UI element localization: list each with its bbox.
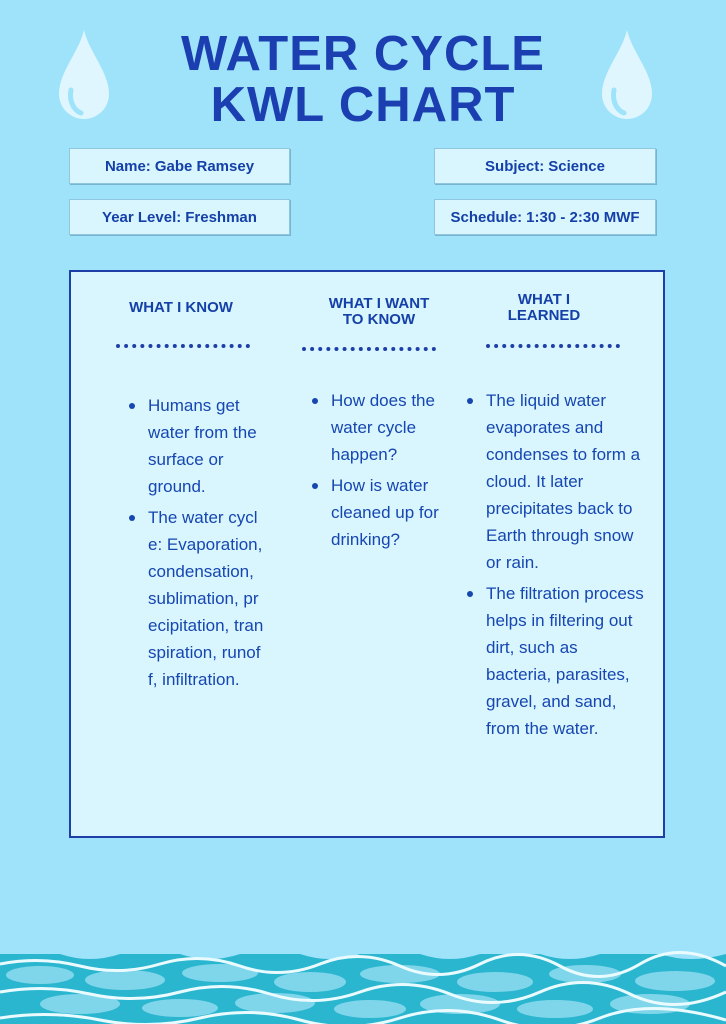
know-heading-text: WHAT I KNOW (129, 299, 233, 316)
waves-icon (0, 940, 726, 1024)
list-item: How is water cleaned up for drinking? (309, 472, 444, 553)
want-divider (302, 347, 436, 351)
know-heading (101, 300, 261, 316)
want-heading-line-2: TO KNOW (342, 311, 416, 328)
want-heading (299, 296, 459, 328)
know-list (126, 392, 266, 697)
list-item: The liquid water evaporates and condenses to form a cloud. It later precipitates back to Earth through snow or rain. (464, 387, 644, 576)
learned-divider (486, 344, 620, 348)
list-item: The water cycle: Evaporation, condensation, sublimation, precipitation, transpiration, runoff, infiltration. (126, 504, 266, 693)
year-level-label: Year Level: (102, 208, 182, 226)
schedule-label: Schedule: (450, 208, 523, 226)
water-drop-icon (600, 28, 654, 122)
subject-label: Subject: (485, 157, 545, 175)
learned-heading-line-1: WHAT I (517, 291, 571, 308)
title-line-2: KWL CHART (210, 78, 516, 132)
water-drop-icon (57, 28, 111, 122)
want-list (309, 387, 444, 557)
name-label: Name: (104, 157, 151, 175)
kwl-chart-panel (69, 270, 665, 838)
learned-list (464, 387, 644, 746)
want-heading-line-1: WHAT I WANT (328, 295, 430, 312)
learned-heading-line-2: LEARNED (507, 307, 581, 324)
name-value: Gabe Ramsey (154, 157, 255, 175)
subject-value: Science (548, 157, 605, 175)
list-item: Humans get water from the surface or ground. (126, 392, 266, 500)
list-item: The filtration process helps in filtering out dirt, such as bacteria, parasites, gravel, and sand, from the water. (464, 580, 644, 742)
title-line-1: WATER CYCLE (181, 27, 545, 81)
learned-heading (464, 292, 624, 324)
year-level-box (69, 199, 290, 235)
schedule-value: 1:30 - 2:30 MWF (526, 208, 640, 226)
year-level-value: Freshman (185, 208, 257, 226)
schedule-box (434, 199, 656, 235)
list-item: How does the water cycle happen? (309, 387, 444, 468)
know-divider (116, 344, 250, 348)
name-box (69, 148, 290, 184)
subject-box (434, 148, 656, 184)
